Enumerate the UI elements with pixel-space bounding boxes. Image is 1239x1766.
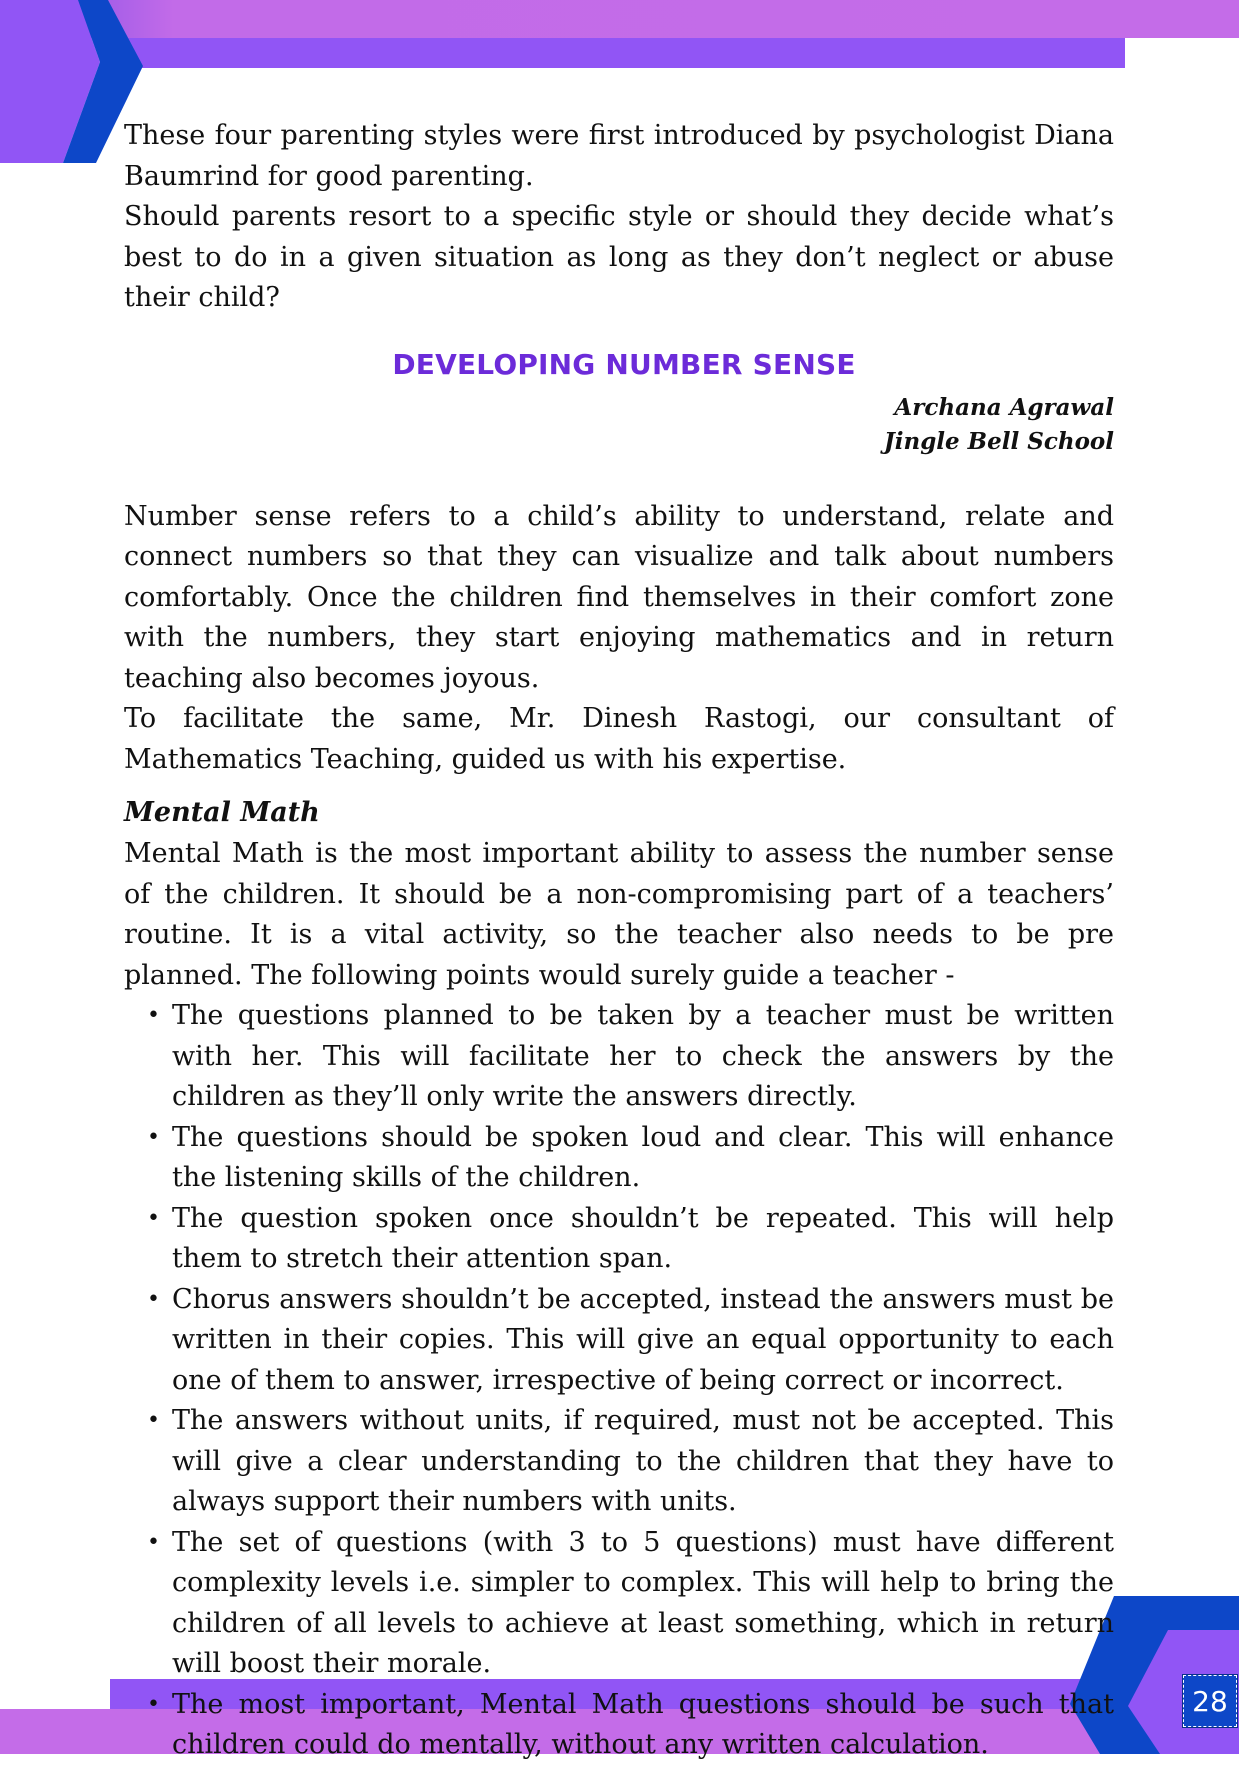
intro-paragraph: These four parenting styles were first introduced by psychologist Diana Baumrind for good parenting. <box>124 120 1114 192</box>
section-heading: Mental Math <box>124 797 320 828</box>
guideline-list <box>124 996 1114 1766</box>
list-item: • Chorus answers shouldn’t be accepted, instead the answers must be written in their copies. This will give an equal opportunity to each one of them to answer, irrespective of being correct or incorrect. <box>172 1280 1114 1402</box>
list-item: • The question spoken once shouldn’t be repeated. This will help them to stretch their attention span. <box>172 1199 1114 1280</box>
section-intro: Mental Math is the most important ability to assess the number sense of the children. It should be a non-compromising part of a teachers’ routine. It is a vital activity, so the teacher also needs to be pre planned. The following points would surely guide a teacher - <box>124 838 1114 991</box>
list-item: • The answers without units, if required, must not be accepted. This will give a clear understanding to the children that they have to always support their numbers with units. <box>172 1401 1114 1523</box>
list-item: • The most important, Mental Math questions should be such that children could do mentally, without any written calculation. <box>172 1685 1114 1766</box>
page-number: 28 <box>1183 1675 1237 1727</box>
list-item: • The questions planned to be taken by a teacher must be written with her. This will facilitate her to check the answers by the children as they’ll only write the answers directly. <box>172 996 1114 1118</box>
article-author: Archana Agrawal <box>894 393 1114 421</box>
article-school: Jingle Bell School <box>883 427 1114 455</box>
article-paragraph: Number sense refers to a child’s ability to understand, relate and connect numbers so that they can visualize and talk about numbers comfortably. Once the children find themselves in their comfort zone with the numbers, they start enjoying mathematics and in return teaching also becomes joyous. <box>124 500 1114 694</box>
top-accent-bar <box>125 38 1125 68</box>
intro-paragraph: Should parents resort to a specific style or should they decide what’s best to do in a given situation as long as they don’t neglect or abuse their child? <box>124 201 1114 313</box>
list-item: • The set of questions (with 3 to 5 questions) must have different complexity levels i.e. simpler to complex. This will help to bring the children of all levels to achieve at least something, which in return will boost their morale. <box>172 1523 1114 1685</box>
article-title: DEVELOPING NUMBER SENSE <box>392 347 856 381</box>
article-paragraph: To facilitate the same, Mr. Dinesh Rastogi, our consultant of Mathematics Teaching, guided us with his expertise. <box>124 703 1114 775</box>
top-decor-bar <box>0 0 1239 38</box>
page-content <box>124 116 1114 1766</box>
list-item: • The questions should be spoken loud and clear. This will enhance the listening skills of the children. <box>172 1118 1114 1199</box>
